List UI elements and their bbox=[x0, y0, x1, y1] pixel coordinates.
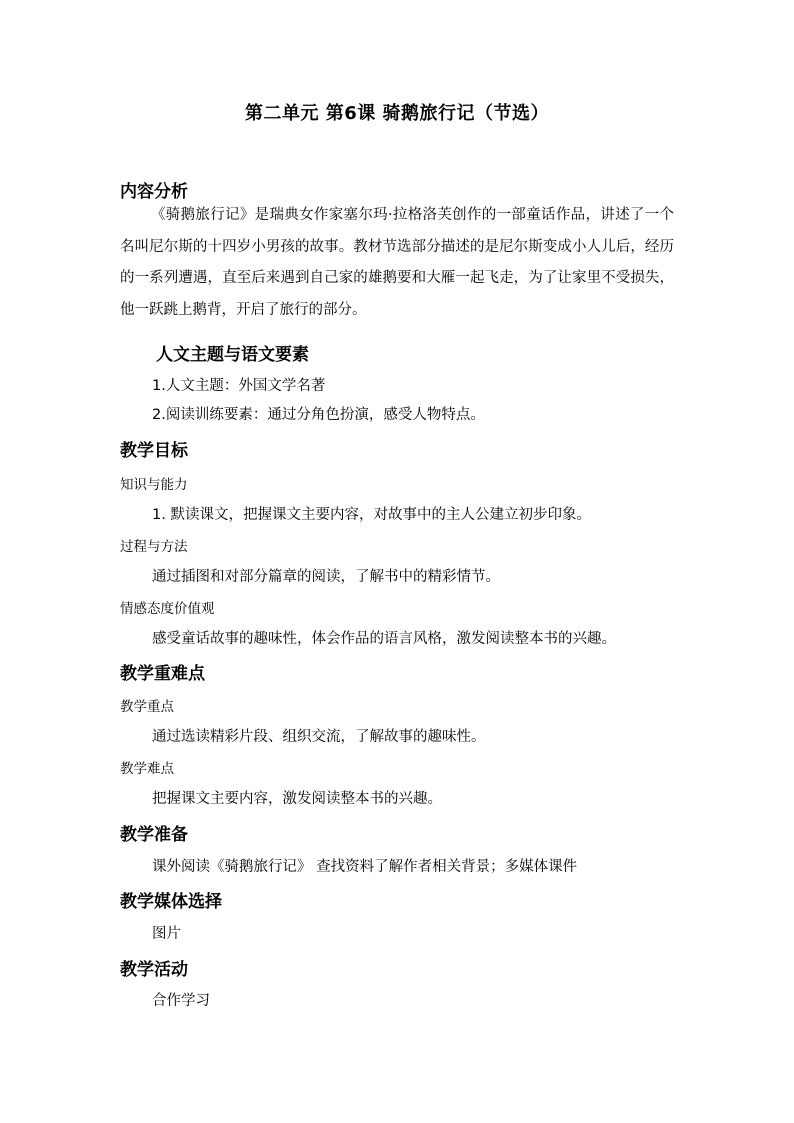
media-text: 图片 bbox=[152, 926, 181, 942]
emotion-text: 感受童话故事的趣味性，体会作品的语言风格，激发阅读整本书的兴趣。 bbox=[152, 631, 616, 647]
theme-heading: 人文主题与语文要素 bbox=[156, 345, 309, 365]
activity-text: 合作学习 bbox=[152, 993, 210, 1009]
knowledge-heading: 知识与能力 bbox=[120, 477, 188, 493]
preparation-heading: 教学准备 bbox=[120, 825, 188, 845]
key-points-heading: 教学重难点 bbox=[120, 664, 205, 684]
objectives-heading: 教学目标 bbox=[120, 441, 188, 461]
activity-heading: 教学活动 bbox=[120, 960, 188, 980]
emotion-heading: 情感态度价值观 bbox=[120, 601, 215, 617]
theme-item-2: 2.阅读训练要素：通过分角色扮演，感受人物特点。 bbox=[152, 407, 485, 423]
process-text: 通过插图和对部分篇章的阅读，了解书中的精彩情节。 bbox=[152, 569, 500, 585]
focus-heading: 教学重点 bbox=[120, 699, 174, 715]
preparation-text: 课外阅读《骑鹅旅行记》 查找资料了解作者相关背景；多媒体课件 bbox=[152, 859, 578, 875]
difficulty-text: 把握课文主要内容，激发阅读整本书的兴趣。 bbox=[152, 791, 442, 807]
process-heading: 过程与方法 bbox=[120, 539, 188, 555]
content-analysis-heading: 内容分析 bbox=[120, 182, 188, 202]
content-analysis-paragraph: 《骑鹅旅行记》是瑞典女作家塞尔玛·拉格洛芙创作的一部童话作品，讲述了一个名叫尼尔斯的十四岁小男孩的故事。教材节选部分描述的是尼尔斯变成小人儿后，经历的一系列遭遇，直至后来遇到自己家的雄鹅要和大雁一起飞走，为了让家里不受损失，他一跃跳上鹅背，开启了旅行的部分。 bbox=[120, 207, 674, 318]
focus-text: 通过选读精彩片段、组织交流，了解故事的趣味性。 bbox=[152, 729, 486, 745]
media-heading: 教学媒体选择 bbox=[120, 892, 222, 912]
knowledge-text: 1. 默读课文，把握课文主要内容，对故事中的主人公建立初步印象。 bbox=[152, 507, 591, 523]
theme-item-1: 1.人文主题：外国文学名著 bbox=[152, 378, 326, 394]
difficulty-heading: 教学难点 bbox=[120, 761, 174, 777]
page-title: 第二单元 第6课 骑鹅旅行记（节选） bbox=[244, 103, 550, 124]
